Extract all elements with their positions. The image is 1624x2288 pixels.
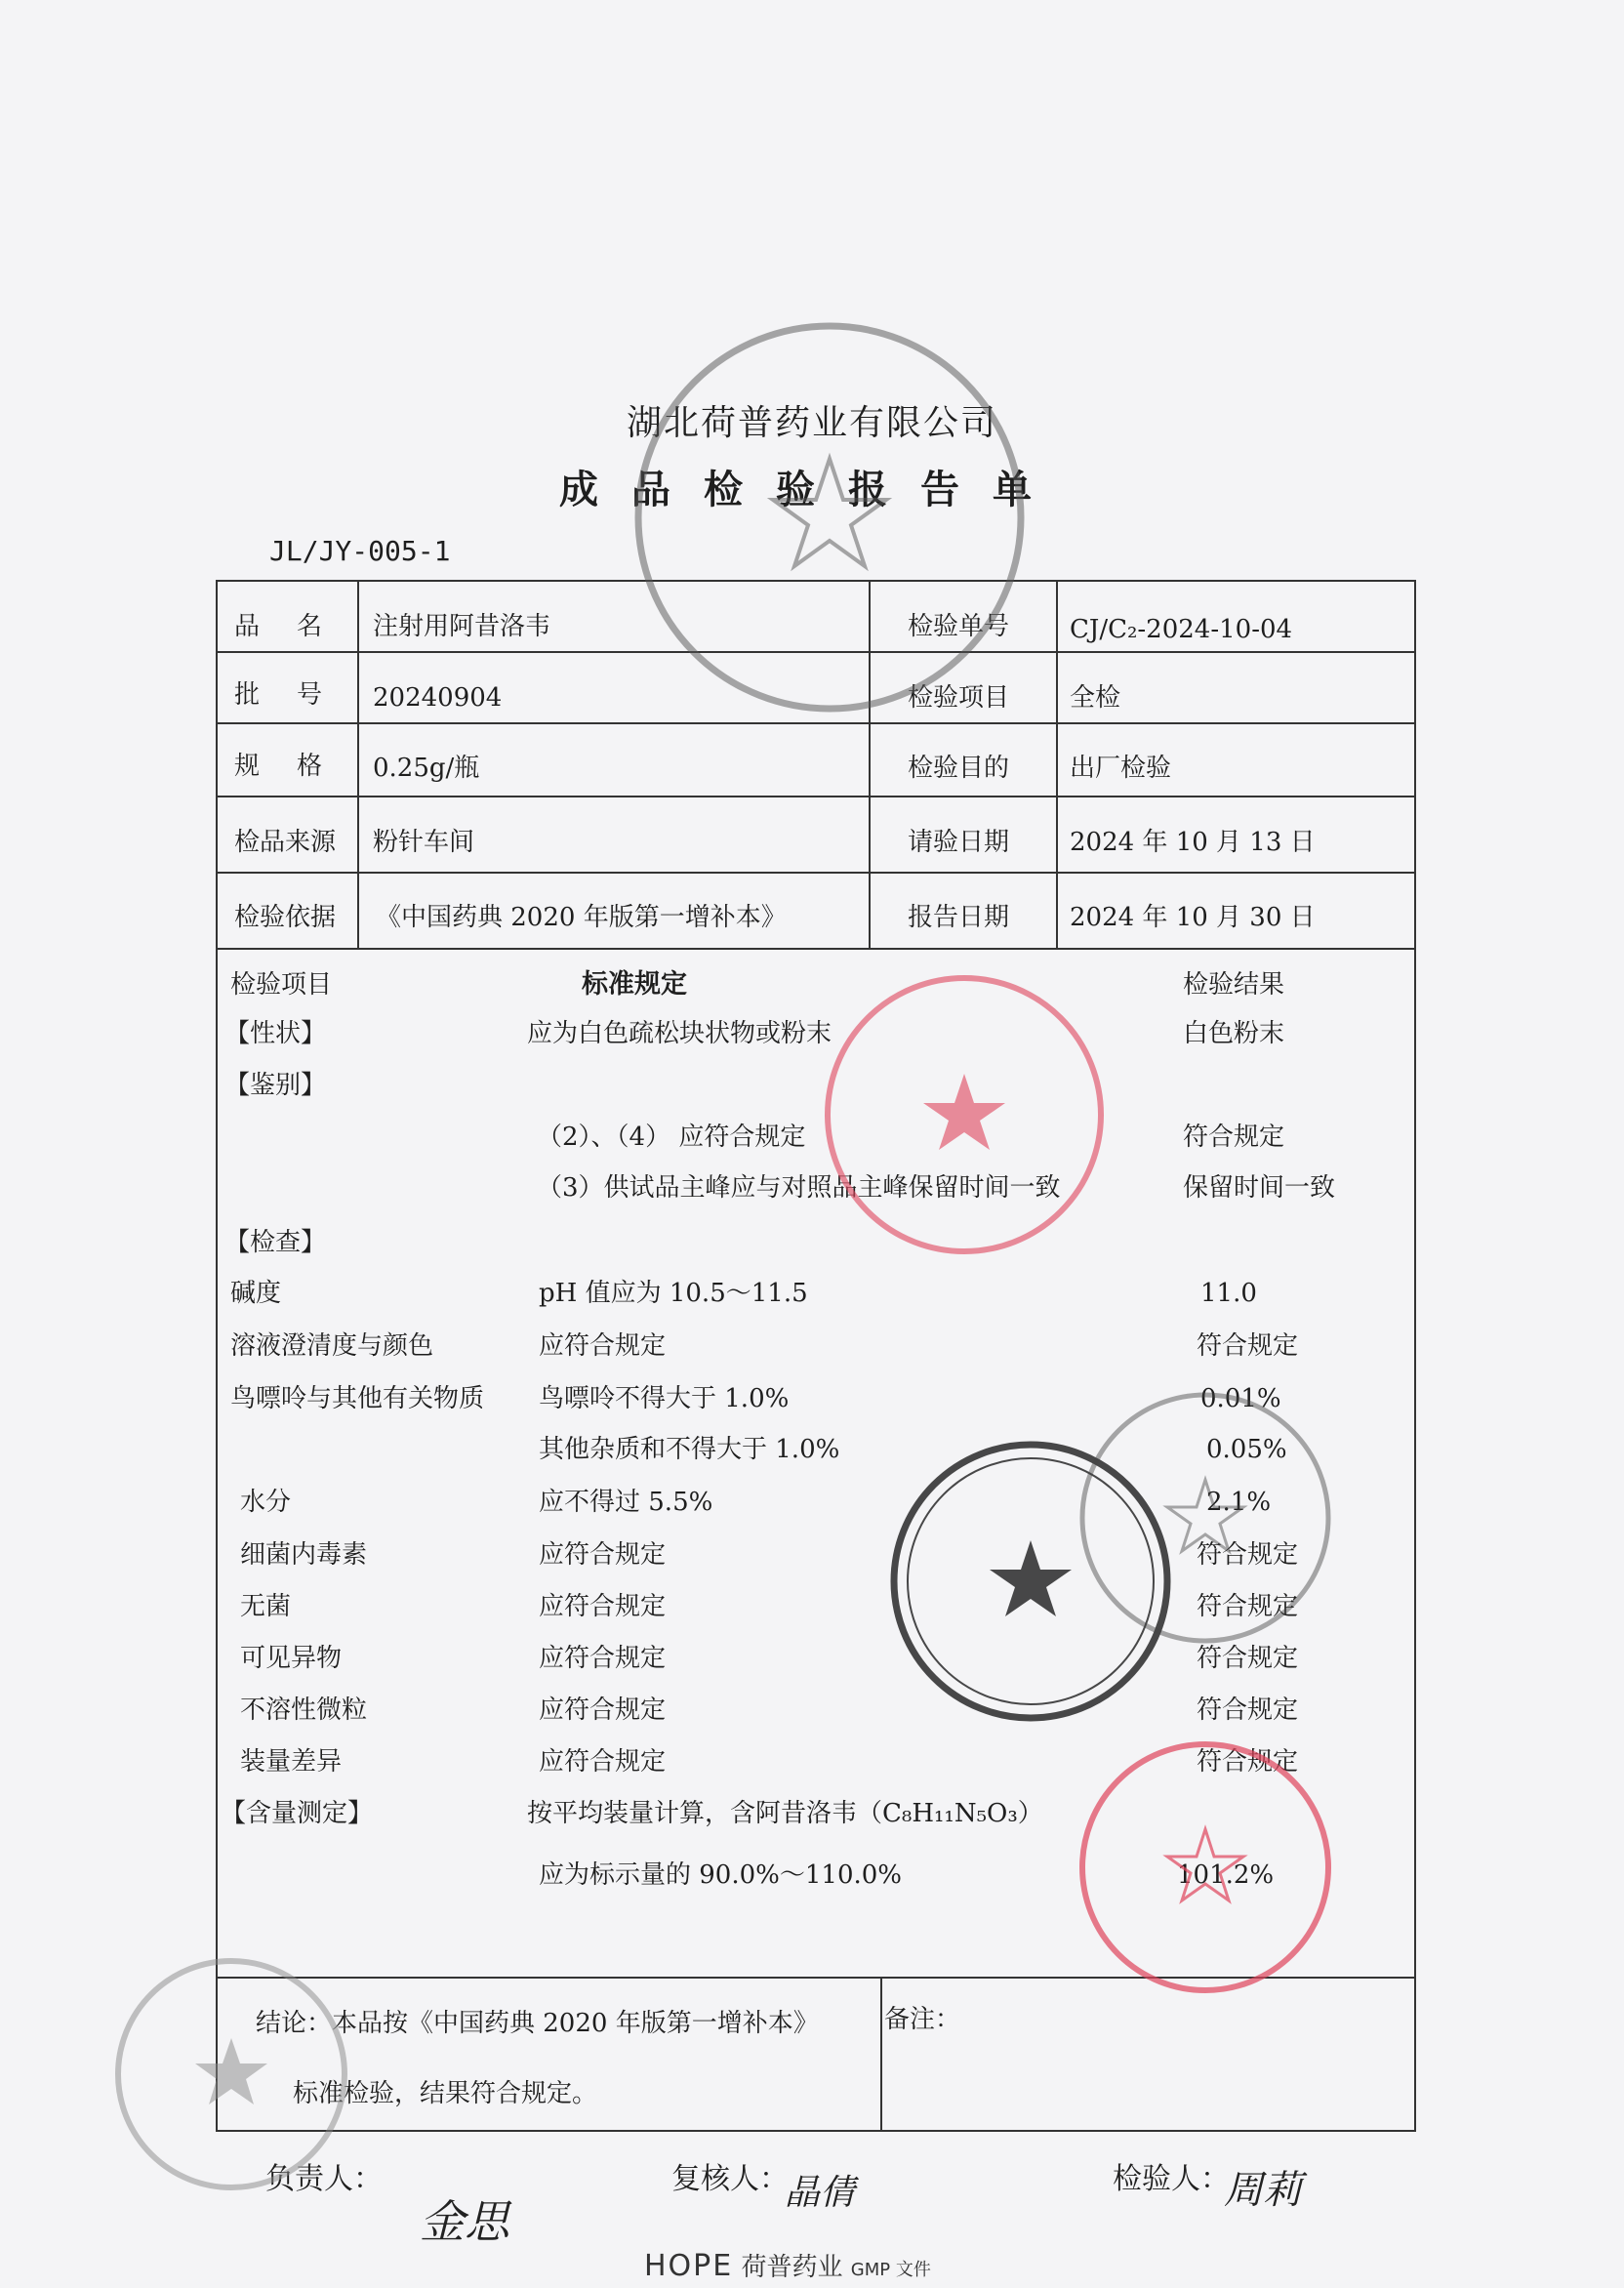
document-code: JL/JY-005-1 <box>269 535 451 567</box>
batch-value: 20240904 <box>373 683 503 713</box>
result-standard: （2）、（4） 应符合规定 <box>537 1123 806 1152</box>
reviewer-label: 复核人： <box>671 2162 789 2196</box>
col-divider <box>1056 580 1058 948</box>
result-value: 符合规定 <box>1197 1747 1299 1777</box>
result-value: 保留时间一致 <box>1183 1173 1336 1203</box>
product-label: 品名 <box>234 612 360 641</box>
result-item: 可见异物 <box>240 1644 343 1673</box>
row-divider <box>216 948 1416 950</box>
result-standard: 应符合规定 <box>539 1747 667 1777</box>
batch-label: 批号 <box>234 680 360 710</box>
result-value: 2.1% <box>1206 1488 1272 1517</box>
result-value: 0.05% <box>1206 1435 1287 1464</box>
conclusion-line2: 标准检验，结果符合规定。 <box>293 2079 598 2108</box>
report-date-value: 2024 年 10 月 30 日 <box>1070 903 1316 932</box>
result-value: 101.2% <box>1177 1860 1275 1890</box>
result-standard: 应符合规定 <box>539 1331 667 1361</box>
result-item: 【性状】 <box>224 1019 327 1048</box>
row-divider <box>216 872 1416 874</box>
result-value: 符合规定 <box>1183 1123 1285 1152</box>
inspector-signature: 周莉 <box>1224 2168 1302 2213</box>
result-item: 碱度 <box>230 1279 282 1308</box>
row-divider <box>216 722 1416 724</box>
result-value: 符合规定 <box>1197 1592 1299 1621</box>
brand-name: 荷普药业 <box>741 2253 843 2282</box>
brand-tag: GMP 文件 <box>850 2260 931 2280</box>
result-value: 符合规定 <box>1197 1644 1299 1673</box>
purpose-label: 检验目的 <box>908 754 1010 783</box>
result-standard: pH 值应为 10.5～11.5 <box>539 1279 808 1308</box>
company-inspection-stamp <box>625 312 1035 722</box>
row-divider <box>216 796 1416 797</box>
spec-label: 规格 <box>234 752 360 781</box>
results-header-result: 检验结果 <box>1183 970 1285 1000</box>
result-item: 【含量测定】 <box>221 1799 374 1828</box>
test-no-label: 检验单号 <box>908 612 1010 641</box>
results-header-item: 检验项目 <box>230 970 333 1000</box>
test-no-value: CJ/C₂-2024-10-04 <box>1070 615 1293 644</box>
result-value: 符合规定 <box>1197 1696 1299 1725</box>
report-title: 成品检验报告单 <box>559 468 1065 512</box>
wanbang-second-stamp <box>1074 1386 1337 1650</box>
result-standard: 应符合规定 <box>539 1696 667 1725</box>
result-item: 无菌 <box>240 1592 292 1621</box>
jiangsu-yueyuan-stamp <box>1074 1736 1337 1999</box>
result-standard: 其他杂质和不得大于 1.0% <box>539 1435 840 1464</box>
quality-dept-stamp <box>109 1952 353 2196</box>
responsible-signature: 金思 <box>420 2195 509 2248</box>
result-standard: （3）供试品主峰应与对照品主峰保留时间一致 <box>537 1173 1061 1203</box>
result-value: 符合规定 <box>1197 1540 1299 1570</box>
result-value: 0.01% <box>1200 1384 1281 1413</box>
request-date-value: 2024 年 10 月 13 日 <box>1070 828 1316 857</box>
result-item: 装量差异 <box>240 1747 343 1777</box>
result-standard: 应不得过 5.5% <box>539 1488 713 1517</box>
result-standard: 应符合规定 <box>539 1540 667 1570</box>
result-item: 不溶性微粒 <box>240 1696 368 1725</box>
spec-value: 0.25g/瓶 <box>373 754 480 783</box>
hope-logo: HOPE <box>644 2249 734 2283</box>
source-label: 检品来源 <box>234 828 337 857</box>
results-header-standard: 标准规定 <box>582 969 687 1000</box>
result-item: 【鉴别】 <box>224 1071 327 1100</box>
inspector-label: 检验人： <box>1113 2162 1230 2196</box>
basis-value: 《中国药典 2020 年版第一增补本》 <box>376 903 787 932</box>
reviewer-signature: 晶倩 <box>785 2173 856 2213</box>
result-standard: 应符合规定 <box>539 1592 667 1621</box>
conclusion-line1: 结论：本品按《中国药典 2020 年版第一增补本》 <box>256 2009 819 2038</box>
result-standard: 应为白色疏松块状物或粉末 <box>527 1019 832 1048</box>
company-name: 湖北荷普药业有限公司 <box>626 403 997 443</box>
jiangsu-huaxin-stamp <box>818 968 1111 1261</box>
remarks-divider <box>880 1977 882 2132</box>
remarks-label: 备注： <box>884 2005 961 2034</box>
result-standard: 应符合规定 <box>539 1644 667 1673</box>
purpose-value: 出厂检验 <box>1070 754 1172 783</box>
test-item-label: 检验项目 <box>908 683 1010 713</box>
result-standard: 应为标示量的 90.0%～110.0% <box>539 1860 902 1890</box>
result-standard: 按平均装量计算，含阿昔洛韦（C₈H₁₁N₅O₃） <box>527 1799 1043 1828</box>
source-value: 粉针车间 <box>373 828 475 857</box>
request-date-label: 请验日期 <box>908 828 1010 857</box>
test-item-value: 全检 <box>1070 683 1121 713</box>
product-value: 注射用阿昔洛韦 <box>373 612 551 641</box>
result-standard: 鸟嘌呤不得大于 1.0% <box>539 1384 790 1413</box>
result-value: 符合规定 <box>1197 1331 1299 1361</box>
result-item: 鸟嘌呤与其他有关物质 <box>230 1384 485 1413</box>
result-item: 水分 <box>240 1488 292 1517</box>
result-item: 溶液澄清度与颜色 <box>230 1331 434 1361</box>
report-date-label: 报告日期 <box>908 903 1010 932</box>
result-item: 细菌内毒素 <box>240 1540 368 1570</box>
basis-label: 检验依据 <box>234 903 337 932</box>
responsible-label: 负责人： <box>265 2162 383 2196</box>
brand-footer <box>644 2247 931 2283</box>
result-value: 11.0 <box>1200 1279 1257 1308</box>
result-value: 白色粉末 <box>1183 1019 1285 1048</box>
result-item: 【检查】 <box>224 1228 327 1257</box>
